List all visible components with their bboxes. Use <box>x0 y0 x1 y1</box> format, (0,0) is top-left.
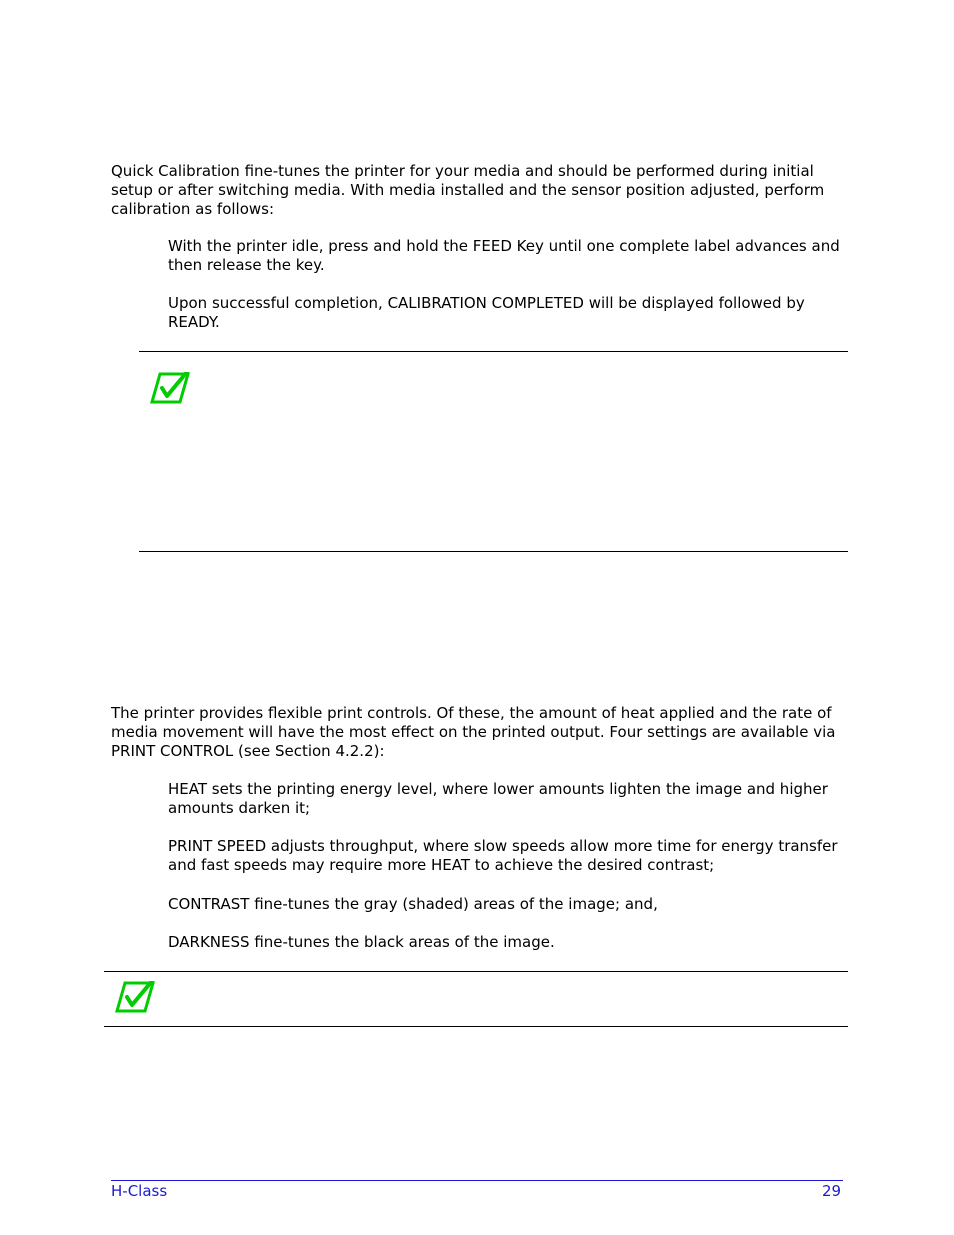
note-bottom-rule <box>104 1026 848 1027</box>
print-control-item: DARKNESS fine-tunes the black areas of the image. <box>168 933 555 951</box>
footer-page-number: 29 <box>822 1182 842 1200</box>
print-control-item: CONTRAST fine-tunes the gray (shaded) areas of the image; and, <box>168 895 658 913</box>
note-top-rule <box>139 351 848 352</box>
footer-rule <box>111 1180 843 1181</box>
note-bottom-rule <box>139 551 848 552</box>
note-check-icon <box>150 372 190 404</box>
calibration-step: Upon successful completion, CALIBRATION COMPLETED will be displayed followed by READY. <box>168 294 805 331</box>
print-control-item: PRINT SPEED adjusts throughput, where slow speeds allow more time for energy transfer and fast speeds may require more HEAT to achieve the desired contrast; <box>168 837 838 874</box>
print-control-item: HEAT sets the printing energy level, where lower amounts lighten the image and higher amounts darken it; <box>168 780 828 817</box>
print-quality-intro: The printer provides flexible print controls. Of these, the amount of heat applied and the rate of media movement will have the most effect on the printed output. Four settings are available via PRINT CONTROL (see Section 4.2.2): <box>111 704 836 760</box>
footer-product-name: H-Class <box>111 1182 168 1200</box>
note-top-rule <box>104 971 848 972</box>
calibration-step: With the printer idle, press and hold the FEED Key until one complete label advances and then release the key. <box>168 237 840 274</box>
calibration-intro: Quick Calibration fine-tunes the printer for your media and should be performed during initial setup or after switching media. With media installed and the sensor position adjusted, perform calibration as follows: <box>111 162 825 218</box>
note-check-icon <box>115 981 155 1013</box>
